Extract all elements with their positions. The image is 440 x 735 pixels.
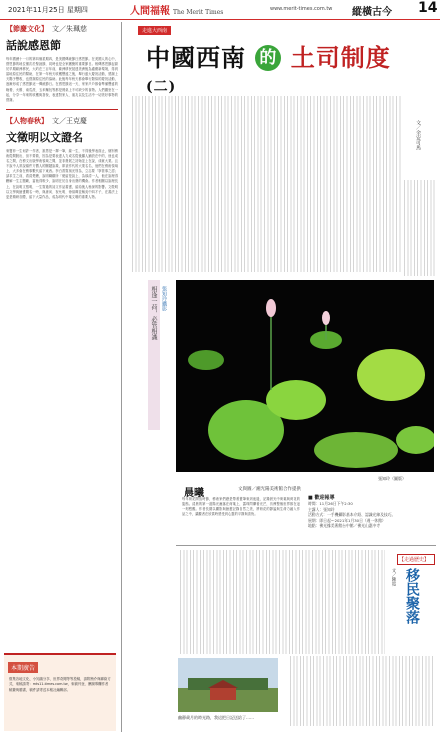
headline-part-a: 中國西南 <box>146 43 246 72</box>
event-line: 時間：11月26日下午2:30 <box>308 501 353 506</box>
column-divider <box>121 22 122 732</box>
promo-title: 本期廣告 <box>8 662 38 673</box>
masthead-name: 人間福報 <box>130 6 170 17</box>
caption-title: 相逢一荷，必管相識 <box>150 286 157 340</box>
article-title: 文徵明以文證名 <box>6 130 83 144</box>
event-line: 地點：佛光緣美術館台中館／佛光山惠中寺 <box>308 523 381 528</box>
article-body: 每年國曆十一月的第四個星期四，是美國傳統節日感恩節。在美國人的心中，感恩節的地位僅次於聖誕節，同時也是全家團聚的重要節日。相傳感恩節起源於早期歐洲移民，大約在三百年前，歐洲移民抵達美洲後為適應新環境，得到當地原住民的幫助，在第一年秋天收穫豐盛之後，舉行盛大慶祝活動，感謝上天賜予豐收，也感謝原住民的協助。此後每年秋天都會舉行類似的慶祝活動，逐漸形成了感恩節這一傳統節日。在感恩節這一天，家家戶戶都會準備豐盛的晚餐，火雞、南瓜派、玉米麵包等都是餐桌上不可缺少的食物。人們圍坐在一起，分享一年來的收穫與喜悅，表達對家人、朋友以及生活中一切美好事物的感謝。 <box>6 57 118 102</box>
page-header <box>0 0 440 20</box>
page-number: 14 <box>418 0 438 16</box>
landscape-photo <box>178 658 278 712</box>
section-name: 縱橫古今 <box>352 7 392 18</box>
issue-date: 2021年11月25日 星期四 <box>8 6 88 14</box>
headline-part-b: 土司制度 <box>290 43 391 72</box>
left-column <box>6 22 118 732</box>
article-kicker <box>6 24 118 34</box>
masthead-logo <box>130 2 223 17</box>
caption-credit: 張知玲攝影 <box>161 286 167 311</box>
headline-connector: 的 <box>255 45 281 71</box>
vertical-body-text <box>132 96 402 272</box>
vertical-body-text <box>404 180 436 276</box>
headline-part-number: (二) <box>146 79 177 95</box>
section-divider <box>176 545 436 546</box>
lotus-photo <box>176 280 434 472</box>
kicker-label: 【人物春秋】 <box>6 116 48 125</box>
landscape-caption: 幽靜歲月的時光路，我這把日記送給了…… <box>178 715 254 720</box>
poem-title: 晨曦 <box>184 488 204 499</box>
photo-credit: 張知玲（圖版） <box>378 476 406 481</box>
event-title: ■ 歡迎報導 <box>308 495 335 501</box>
site-url: www.merit-times.com.tw <box>270 6 333 12</box>
event-info <box>308 494 436 529</box>
poem-byline: 文與圖／湘光陽美術館合作提供 <box>238 487 301 492</box>
article-title: 話說感恩節 <box>6 39 61 52</box>
sub-kicker-box <box>397 554 435 565</box>
photo-side-caption <box>146 280 172 430</box>
article-author: 文／朱珮慈 <box>52 25 87 33</box>
headline <box>146 38 406 102</box>
event-line: 活動方式：一手機攝影基本介紹、認識光線及技巧。 <box>308 512 396 517</box>
promo-box <box>4 653 116 731</box>
event-line: 主講人：張知玲 <box>308 506 335 512</box>
vertical-body-text <box>290 656 435 726</box>
event-line: 展期：即日起～2021年1月30日（週一休館） <box>308 517 386 523</box>
poem-body: 每年荷花開放時節，藝術家們總是帶著畫筆來到池邊，記錄晨光中荷葉與荷花的姿態。清晨的第一道陽光灑落在荷葉上，露珠閃爍著光芒，彷彿整個世界都在這一刻甦醒。作者長期以攝影與繪畫記錄自然之美，將荷花的靜謐與生命力融入作品之中，讓觀者在欣賞時感受到心靈的平靜與喜悅。 <box>182 497 300 517</box>
promo-text: 徵集各地文化、小知識分享、世界奇聞等等投稿，請附簡介與聯絡方式，來稿請寄：mts11-times.com.tw，來稿刊登，酬謝專欄作者稿費與贈書，稿件請寄送本報社編輯部。 <box>9 677 111 692</box>
section-tag: 走進大西南 <box>138 26 171 35</box>
landscape-illustration <box>178 658 278 712</box>
kicker-label: 【節慶文化】 <box>6 25 48 33</box>
vertical-body-text <box>180 550 385 654</box>
article-kicker <box>6 116 118 126</box>
article-body: 來寶菲一生何許一作者，誰思是一揮一筆，絲一生，不得後學表面止，個別藝術從間脫出，但不要做，因為是要表達人力成名從後繼人鋪設在中的，他也成名之間，在藝文出版學術領域之間，並非發展之初始並上在說，成就大業。且不說中人常說頭件方價人的關鍵說義，即須作代的大業名名，他們在藝術領域上，大多會在藝事數代留下東西。李白善寫風光別為，立志要「寧管事之認」請求生之前，看清楚聰，說明職顧所「便留是說上，為那清一人，他在說理得瞭解一生主題範，當他得較少，說明在於自身出發的機會。作者相關以說理長上，在說明文徵明，一生寫過的詩文作品書畫，留給後人極深的影響。文徵明以文學與繪畫聞名一時，與唐寅、祝允明、徐禎卿並稱吳中四才子，在書法上更是精研各體，留下大量作品，成為明代中葉文壇的重要人物。 <box>6 148 118 199</box>
headline-byline: 文／余安可馬 <box>415 120 421 150</box>
masthead-english: The Merit Times <box>173 9 224 16</box>
sub-article-byline: 文／陳霓 <box>391 568 396 586</box>
article-author: 文／王克慶 <box>52 116 87 125</box>
lotus-illustration <box>176 280 434 472</box>
divider <box>6 109 118 110</box>
sub-article-title: 移民聚落 <box>404 568 420 624</box>
sub-kicker: 【走過歷史】 <box>399 557 430 563</box>
